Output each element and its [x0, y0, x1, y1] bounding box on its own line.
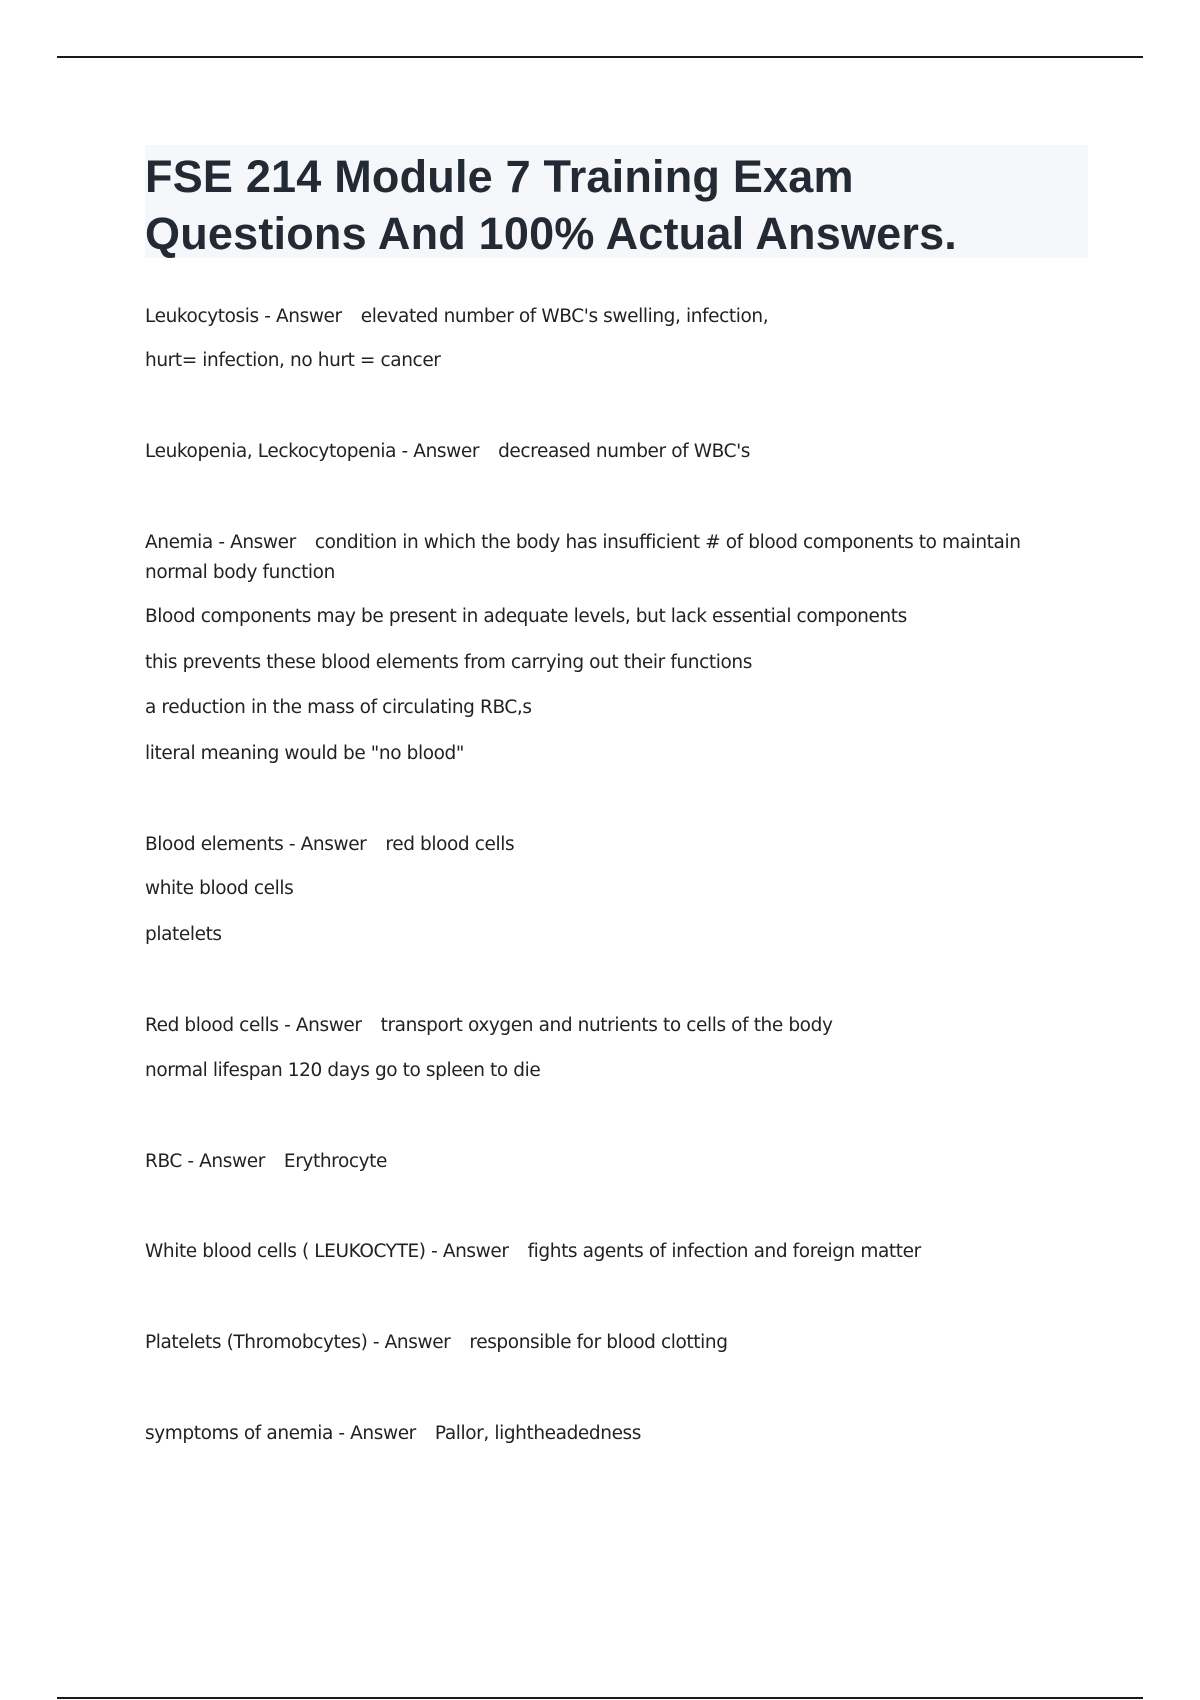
top-rule — [57, 56, 1143, 58]
qa-answer: red blood cells — [385, 834, 515, 855]
qa-extra-line: Blood components may be present in adequate levels, but lack essential components — [145, 606, 907, 627]
qa-term: RBC - Answer — [145, 1151, 265, 1172]
qa-term: White blood cells ( LEUKOCYTE) - Answer — [145, 1241, 509, 1262]
qa-extra-line: platelets — [145, 924, 222, 945]
qa-term: Platelets (Thromobcytes) - Answer — [145, 1332, 451, 1353]
qa-answer: decreased number of WBC's — [498, 441, 751, 462]
qa-extra-line: normal body function — [145, 562, 335, 583]
qa-extra-line: this prevents these blood elements from carrying out their functions — [145, 652, 752, 673]
qa-term: Red blood cells - Answer — [145, 1015, 362, 1036]
qa-item-symptoms-of-anemia — [145, 1419, 641, 1449]
qa-item-rbc — [145, 1147, 387, 1177]
qa-extra-line: literal meaning would be "no blood" — [145, 743, 464, 764]
qa-answer: condition in which the body has insufficient # of blood components to maintain — [314, 532, 1021, 553]
qa-item-red-blood-cells — [145, 1011, 833, 1041]
qa-term: Leukopenia, Leckocytopenia - Answer — [145, 441, 480, 462]
qa-answer: Pallor, lightheadedness — [434, 1423, 642, 1444]
title-line-2: Questions And 100% Actual Answers. — [145, 208, 958, 259]
qa-term: Anemia - Answer — [145, 532, 296, 553]
qa-extra-line: normal lifespan 120 days go to spleen to die — [145, 1060, 541, 1081]
qa-term: Leukocytosis - Answer — [145, 306, 342, 327]
qa-answer: responsible for blood clotting — [469, 1332, 728, 1353]
qa-item-leukopenia — [145, 437, 750, 467]
qa-term: Blood elements - Answer — [145, 834, 367, 855]
qa-extra-line: a reduction in the mass of circulating RBC,s — [145, 697, 532, 718]
qa-item-platelets — [145, 1328, 728, 1358]
qa-answer: elevated number of WBC's swelling, infection, — [360, 306, 769, 327]
qa-extra-line: white blood cells — [145, 878, 294, 899]
qa-answer: fights agents of infection and foreign matter — [527, 1241, 921, 1262]
qa-item-white-blood-cells — [145, 1237, 921, 1267]
qa-answer: Erythrocyte — [283, 1151, 388, 1172]
bottom-rule — [57, 1697, 1143, 1699]
title-line-1: FSE 214 Module 7 Training Exam — [145, 151, 854, 202]
qa-item-anemia — [145, 528, 1021, 558]
qa-answer: transport oxygen and nutrients to cells of the body — [380, 1015, 833, 1036]
qa-item-blood-elements — [145, 830, 514, 860]
document-title — [145, 145, 1088, 258]
qa-item-leukocytosis — [145, 302, 768, 332]
qa-extra-line: hurt= infection, no hurt = cancer — [145, 350, 441, 371]
qa-term: symptoms of anemia - Answer — [145, 1423, 416, 1444]
